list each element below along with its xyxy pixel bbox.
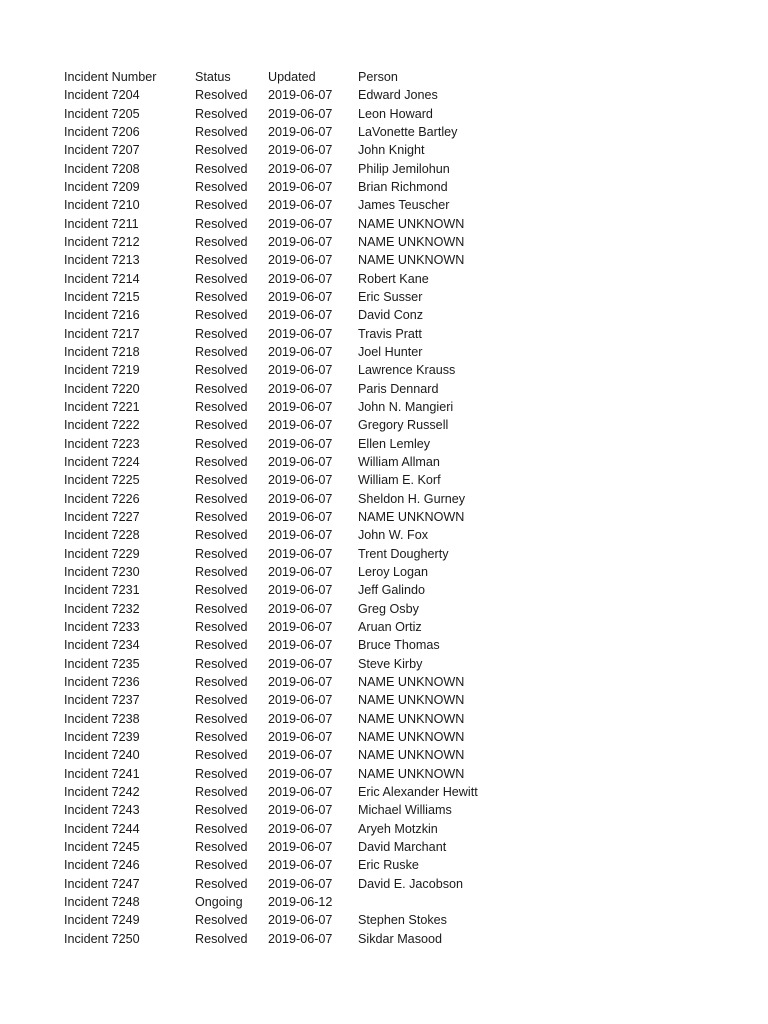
cell-updated: 2019-06-07 [268,601,333,616]
cell-incident-number: Incident 7246 [64,858,140,873]
cell-person: William E. Korf [358,473,441,488]
cell-person: Joel Hunter [358,345,423,360]
cell-status: Resolved [195,784,248,799]
table-row [64,380,558,398]
cell-updated: 2019-06-07 [268,271,333,286]
cell-person: Eric Ruske [358,858,419,873]
table-header [64,68,558,86]
table-row [64,471,558,489]
table-row [64,581,558,599]
cell-updated: 2019-06-07 [268,858,333,873]
cell-person: Gregory Russell [358,418,449,433]
cell-person: Sheldon H. Gurney [358,491,466,506]
cell-status: Resolved [195,473,248,488]
cell-updated: 2019-06-07 [268,290,333,305]
cell-status: Resolved [195,271,248,286]
cell-person: Bruce Thomas [358,638,440,653]
cell-incident-number: Incident 7206 [64,125,140,140]
table-row [64,343,558,361]
table-row [64,728,558,746]
cell-updated: 2019-06-07 [268,308,333,323]
cell-incident-number: Incident 7230 [64,565,140,580]
table-row [64,233,558,251]
cell-status: Resolved [195,510,248,525]
table-row [64,215,558,233]
table-row [64,306,558,324]
table-row [64,288,558,306]
table-row [64,764,558,782]
cell-status: Resolved [195,88,248,103]
cell-incident-number: Incident 7224 [64,455,140,470]
cell-incident-number: Incident 7233 [64,620,140,634]
cell-person: Paris Dennard [358,381,439,396]
cell-status: Resolved [195,638,248,653]
table-row [64,636,558,654]
cell-status: Resolved [195,858,248,873]
cell-incident-number: Incident 7249 [64,913,140,928]
cell-person: Steve Kirby [358,656,423,671]
table-row [64,673,558,691]
table-row [64,563,558,581]
cell-person: James Teuscher [358,198,450,213]
cell-updated: 2019-06-07 [268,931,333,946]
cell-person: Philip Jemilohun [358,161,450,176]
cell-updated: 2019-06-07 [268,565,333,580]
cell-incident-number: Incident 7226 [64,491,140,506]
cell-updated: 2019-06-07 [268,400,333,415]
cell-person: NAME UNKNOWN [358,235,465,250]
cell-updated: 2019-06-07 [268,363,333,378]
cell-person: Travis Pratt [358,326,422,341]
cell-updated: 2019-06-07 [268,693,333,708]
cell-status: Resolved [195,455,248,470]
cell-person: Aryeh Motzkin [358,821,438,836]
table-body [64,86,558,947]
cell-status: Resolved [195,674,248,689]
cell-incident-number: Incident 7241 [64,766,140,781]
cell-updated: 2019-06-07 [268,381,333,396]
cell-incident-number: Incident 7205 [64,106,140,121]
table-row [64,325,558,343]
cell-status: Resolved [195,106,248,121]
cell-person: Robert Kane [358,271,429,286]
table-row [64,801,558,819]
cell-incident-number: Incident 7216 [64,308,140,323]
cell-status: Resolved [195,803,248,818]
cell-incident-number: Incident 7244 [64,821,140,836]
cell-incident-number: Incident 7220 [64,381,140,396]
incident-sheet [64,68,724,948]
cell-updated: 2019-06-07 [268,198,333,213]
cell-person: LaVonette Bartley [358,125,458,140]
cell-status: Resolved [195,326,248,341]
table-row [64,655,558,673]
cell-incident-number: Incident 7235 [64,656,140,671]
cell-person: William Allman [358,455,440,470]
cell-status: Resolved [195,601,248,616]
cell-incident-number: Incident 7207 [64,143,140,158]
cell-updated: 2019-06-07 [268,546,333,561]
table-row [64,508,558,526]
cell-status: Resolved [195,528,248,543]
cell-status: Resolved [195,161,248,176]
cell-incident-number: Incident 7231 [64,583,140,598]
cell-person: David E. Jacobson [358,876,464,891]
table-row [64,618,558,636]
cell-updated: 2019-06-12 [268,894,333,909]
cell-status: Resolved [195,198,248,213]
table-row [64,746,558,764]
table-row [64,416,558,434]
cell-incident-number: Incident 7210 [64,198,140,213]
cell-status: Resolved [195,766,248,781]
cell-incident-number: Incident 7213 [64,253,140,268]
table-row [64,435,558,453]
cell-updated: 2019-06-07 [268,620,333,634]
cell-status: Resolved [195,345,248,360]
cell-status: Resolved [195,821,248,836]
cell-updated: 2019-06-07 [268,143,333,158]
cell-status: Resolved [195,839,248,854]
cell-incident-number: Incident 7229 [64,546,140,561]
cell-status: Resolved [195,620,248,634]
cell-person: NAME UNKNOWN [358,693,465,708]
cell-person: NAME UNKNOWN [358,711,465,726]
cell-incident-number: Incident 7225 [64,473,140,488]
cell-person: John W. Fox [358,528,428,543]
cell-incident-number: Incident 7222 [64,418,140,433]
cell-person: Eric Susser [358,290,423,305]
table-row [64,196,558,214]
cell-status: Resolved [195,656,248,671]
cell-status: Resolved [195,748,248,763]
cell-updated: 2019-06-07 [268,766,333,781]
cell-status: Resolved [195,711,248,726]
cell-updated: 2019-06-07 [268,180,333,195]
cell-status: Resolved [195,363,248,378]
cell-incident-number: Incident 7245 [64,839,140,854]
cell-incident-number: Incident 7232 [64,601,140,616]
cell-person: NAME UNKNOWN [358,510,465,525]
cell-status: Ongoing [195,894,243,909]
cell-updated: 2019-06-07 [268,839,333,854]
table-row [64,398,558,416]
cell-person: Lawrence Krauss [358,363,456,378]
table-row [64,545,558,563]
cell-status: Resolved [195,693,248,708]
table-row [64,105,558,123]
cell-person: Trent Dougherty [358,546,449,561]
cell-status: Resolved [195,253,248,268]
cell-status: Resolved [195,381,248,396]
table-row [64,141,558,159]
table-row [64,453,558,471]
header-row [64,68,558,86]
cell-status: Resolved [195,491,248,506]
cell-person: Sikdar Masood [358,931,442,946]
cell-incident-number: Incident 7237 [64,693,140,708]
cell-incident-number: Incident 7242 [64,784,140,799]
cell-incident-number: Incident 7214 [64,271,140,286]
header-incident-number: Incident Number [64,70,157,85]
cell-status: Resolved [195,729,248,744]
cell-person: NAME UNKNOWN [358,766,465,781]
cell-status: Resolved [195,565,248,580]
table-row [64,178,558,196]
cell-person: Brian Richmond [358,180,448,195]
cell-person: NAME UNKNOWN [358,216,465,231]
cell-person: NAME UNKNOWN [358,674,465,689]
cell-updated: 2019-06-07 [268,345,333,360]
table-row [64,160,558,178]
table-row [64,856,558,874]
cell-person: NAME UNKNOWN [358,729,465,744]
table-row [64,893,558,911]
cell-incident-number: Incident 7212 [64,235,140,250]
cell-person: John N. Mangieri [358,400,454,415]
cell-person: Leon Howard [358,106,433,121]
cell-incident-number: Incident 7208 [64,161,140,176]
cell-incident-number: Incident 7221 [64,400,140,415]
cell-status: Resolved [195,436,248,451]
cell-person: Michael Williams [358,803,452,818]
cell-updated: 2019-06-07 [268,88,333,103]
table-row [64,911,558,929]
header-updated: Updated [268,70,316,85]
cell-person: Greg Osby [358,601,419,616]
table-row [64,691,558,709]
cell-incident-number: Incident 7204 [64,88,140,103]
table-row [64,783,558,801]
table-row [64,251,558,269]
cell-person: Jeff Galindo [358,583,425,598]
table-row [64,709,558,727]
cell-updated: 2019-06-07 [268,125,333,140]
cell-incident-number: Incident 7236 [64,674,140,689]
cell-person: Leroy Logan [358,565,429,580]
cell-updated: 2019-06-07 [268,455,333,470]
cell-status: Resolved [195,913,248,928]
cell-incident-number: Incident 7240 [64,748,140,763]
cell-updated: 2019-06-07 [268,821,333,836]
cell-status: Resolved [195,125,248,140]
cell-person: Stephen Stokes [358,913,447,928]
cell-incident-number: Incident 7234 [64,638,140,653]
table-row [64,929,558,947]
table-row [64,86,558,104]
cell-status: Resolved [195,400,248,415]
cell-person [358,893,558,911]
cell-incident-number: Incident 7215 [64,290,140,305]
cell-person: David Conz [358,308,424,323]
cell-updated: 2019-06-07 [268,583,333,598]
cell-person: Eric Alexander Hewitt [358,784,478,799]
cell-incident-number: Incident 7228 [64,528,140,543]
cell-updated: 2019-06-07 [268,656,333,671]
cell-person: David Marchant [358,839,447,854]
cell-updated: 2019-06-07 [268,235,333,250]
cell-updated: 2019-06-07 [268,674,333,689]
table-row [64,123,558,141]
cell-incident-number: Incident 7223 [64,436,140,451]
cell-person: Ellen Lemley [358,436,431,451]
cell-updated: 2019-06-07 [268,418,333,433]
header-person: Person [358,70,398,85]
cell-incident-number: Incident 7243 [64,803,140,818]
cell-updated: 2019-06-07 [268,638,333,653]
cell-updated: 2019-06-07 [268,161,333,176]
cell-person: NAME UNKNOWN [358,253,465,268]
cell-person: Aruan Ortiz [358,620,422,634]
table-row [64,490,558,508]
cell-updated: 2019-06-07 [268,510,333,525]
cell-status: Resolved [195,290,248,305]
cell-updated: 2019-06-07 [268,436,333,451]
table-row [64,361,558,379]
cell-incident-number: Incident 7219 [64,363,140,378]
cell-person: John Knight [358,143,425,158]
cell-person: NAME UNKNOWN [358,748,465,763]
cell-incident-number: Incident 7239 [64,729,140,744]
incident-table [64,68,558,948]
cell-incident-number: Incident 7209 [64,180,140,195]
cell-incident-number: Incident 7217 [64,326,140,341]
cell-incident-number: Incident 7218 [64,345,140,360]
table-row [64,270,558,288]
cell-status: Resolved [195,308,248,323]
cell-updated: 2019-06-07 [268,253,333,268]
cell-status: Resolved [195,418,248,433]
cell-incident-number: Incident 7211 [64,216,139,231]
cell-status: Resolved [195,546,248,561]
cell-status: Resolved [195,180,248,195]
cell-updated: 2019-06-07 [268,711,333,726]
cell-updated: 2019-06-07 [268,326,333,341]
cell-status: Resolved [195,931,248,946]
cell-updated: 2019-06-07 [268,216,333,231]
cell-status: Resolved [195,235,248,250]
cell-status: Resolved [195,583,248,598]
table-row [64,874,558,892]
cell-updated: 2019-06-07 [268,106,333,121]
cell-updated: 2019-06-07 [268,913,333,928]
table-row [64,526,558,544]
cell-incident-number: Incident 7250 [64,931,140,946]
cell-updated: 2019-06-07 [268,876,333,891]
cell-updated: 2019-06-07 [268,491,333,506]
cell-updated: 2019-06-07 [268,784,333,799]
table-row [64,819,558,837]
cell-incident-number: Incident 7247 [64,876,140,891]
table-row [64,838,558,856]
cell-updated: 2019-06-07 [268,748,333,763]
table-row [64,600,558,618]
cell-incident-number: Incident 7227 [64,510,140,525]
cell-incident-number: Incident 7248 [64,894,140,909]
cell-updated: 2019-06-07 [268,729,333,744]
cell-incident-number: Incident 7238 [64,711,140,726]
cell-status: Resolved [195,876,248,891]
cell-updated: 2019-06-07 [268,803,333,818]
cell-updated: 2019-06-07 [268,473,333,488]
cell-person: Edward Jones [358,88,438,103]
cell-status: Resolved [195,143,248,158]
header-status: Status [195,70,231,85]
cell-status: Resolved [195,216,248,231]
cell-updated: 2019-06-07 [268,528,333,543]
